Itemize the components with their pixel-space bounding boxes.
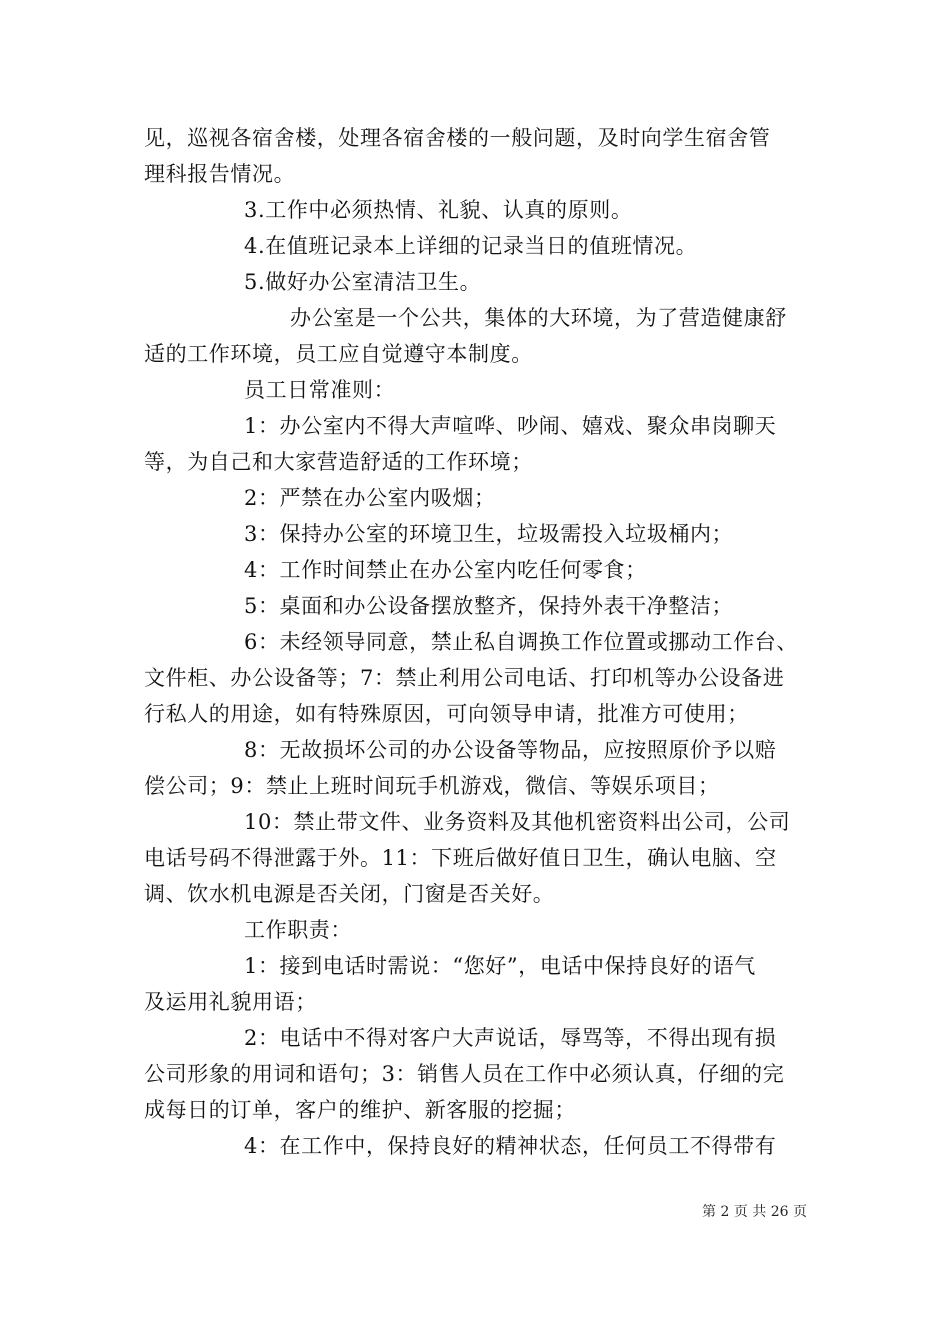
text-line: 办公室是一个公共，集体的大环境，为了营造健康舒 [290, 306, 787, 330]
text-line: 1：接到电话时需说：“您好”，电话中保持良好的语气 [244, 954, 756, 978]
section-heading: 工作职责： [244, 918, 352, 942]
text-line: 见，巡视各宿舍楼，处理各宿舍楼的一般问题，及时向学生宿舍管 [144, 126, 771, 150]
text-line: 5：桌面和办公设备摆放整齐，保持外表干净整洁； [244, 594, 734, 618]
text-line: 行私人的用途，如有特殊原因，可向领导申请，批准方可使用； [144, 702, 749, 726]
text-line: 理科报告情况。 [144, 162, 296, 186]
text-line: 4：工作时间禁止在办公室内吃任何零食； [244, 558, 647, 582]
text-line: 3：保持办公室的环境卫生，垃圾需投入垃圾桶内； [244, 522, 734, 546]
text-line: 2：电话中不得对客户大声说话，辱骂等，不得出现有损 [244, 1026, 777, 1050]
text-line: 成每日的订单，客户的维护、新客服的挖掘； [144, 1098, 576, 1122]
text-line: 1：办公室内不得大声喧哗、吵闹、嬉戏、聚众串岗聊天 [244, 414, 777, 438]
text-line: 4：在工作中，保持良好的精神状态，任何员工不得带有 [244, 1134, 777, 1158]
text-line: 偿公司；9：禁止上班时间玩手机游戏，微信、等娱乐项目； [144, 774, 720, 798]
text-line: 适的工作环境，员工应自觉遵守本制度。 [144, 342, 533, 366]
text-line: 调、饮水机电源是否关闭，门窗是否关好。 [144, 882, 555, 906]
text-line: 公司形象的用词和语句；3：销售人员在工作中必须认真，仔细的完 [144, 1062, 785, 1086]
text-line: 电话号码不得泄露于外。11：下班后做好值日卫生，确认电脑、空 [144, 846, 777, 870]
text-line: 等，为自己和大家营造舒适的工作环境； [144, 450, 533, 474]
text-line: 3.工作中必须热情、礼貌、认真的原则。 [244, 198, 633, 222]
text-line: 及运用礼貌用语； [144, 990, 317, 1014]
text-line: 4.在值班记录本上详细的记录当日的值班情况。 [244, 234, 698, 258]
text-line: 文件柜、办公设备等；7：禁止利用公司电话、打印机等办公设备进 [144, 666, 785, 690]
text-line: 8：无故损坏公司的办公设备等物品，应按照原价予以赔 [244, 738, 777, 762]
text-line: 2：严禁在办公室内吸烟； [244, 486, 496, 510]
section-heading: 员工日常准则： [244, 378, 396, 402]
text-line: 6：未经领导同意，禁止私自调换工作位置或挪动工作台、 [244, 630, 798, 654]
text-line: 5.做好办公室清洁卫生。 [244, 270, 482, 294]
text-line: 10：禁止带文件、业务资料及其他机密资料出公司，公司 [244, 810, 791, 834]
page-number-footer: 第 2 页 共 26 页 [702, 1204, 807, 1220]
document-body [144, 120, 834, 1164]
